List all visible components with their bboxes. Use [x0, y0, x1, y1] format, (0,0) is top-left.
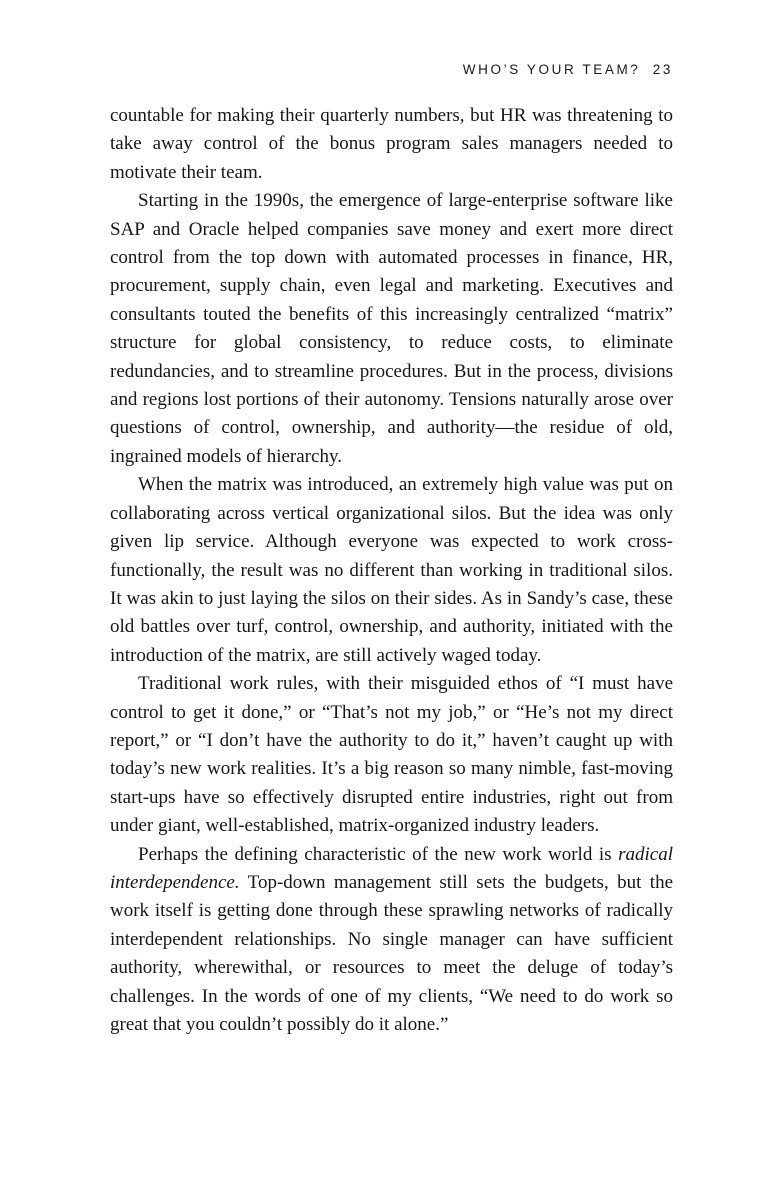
- paragraph-matrix-introduced: When the matrix was introduced, an extremely high value was put on collaborating across vertical organizational silos. But the idea was only given lip service. Although everyone was expected to work cross-functionally, the result was no different than working in traditional silos. It was akin to just laying the silos on their sides. As in Sandy’s case, these old battles over turf, control, ownership, and authority, initiated with the introduction of the matrix, are still actively waged today.: [110, 474, 673, 666]
- running-head-title: WHO’S YOUR TEAM?: [462, 62, 641, 77]
- paragraph-text-before: Perhaps the defining characteristic of the new work world is: [138, 843, 619, 865]
- paragraph-radical-interdependence: [110, 841, 673, 1040]
- paragraph-traditional-work-rules: Traditional work rules, with their misguided ethos of “I must have control to get it done,” or “That’s not my job,” or “He’s not my direct report,” or “I don’t have the authority to do it,” haven’t caught up with today’s new work realities. It’s a big reason so many nimble, fast-moving start-ups have so effectively disrupted entire industries, right out from under giant, well-established, matrix-organized industry leaders.: [110, 673, 673, 837]
- paragraph-text-after: Top-down management still sets the budgets, but the work itself is getting done through these sprawling networks of radically interdependent relationships. No single manager can have sufficient authority, wherewithal, or resources to meet the deluge of today’s challenges. In the words of one of my clients, “We need to do work so great that you couldn’t possibly do it alone.”: [110, 871, 673, 1035]
- body-text: [110, 102, 673, 1039]
- paragraph-continued: countable for making their quarterly numbers, but HR was threatening to take away control of the bonus program sales managers needed to motivate their team.: [110, 105, 673, 183]
- emphasis-radical-interdependence: radical interdependence.: [110, 843, 673, 893]
- running-head: [110, 62, 673, 77]
- page-number: 23: [652, 62, 673, 77]
- paragraph-enterprise-software: Starting in the 1990s, the emergence of large-enterprise software like SAP and Oracle helped companies save money and exert more direct control from the top down with automated processes in finance, HR, procurement, supply chain, even legal and marketing. Executives and consultants touted the benefits of this increasingly centralized “matrix” structure for global consistency, to reduce costs, to eliminate redundancies, and to streamline procedures. But in the process, divisions and regions lost portions of their autonomy. Tensions naturally arose over questions of control, ownership, and authority—the residue of old, ingrained models of hierarchy.: [110, 190, 673, 467]
